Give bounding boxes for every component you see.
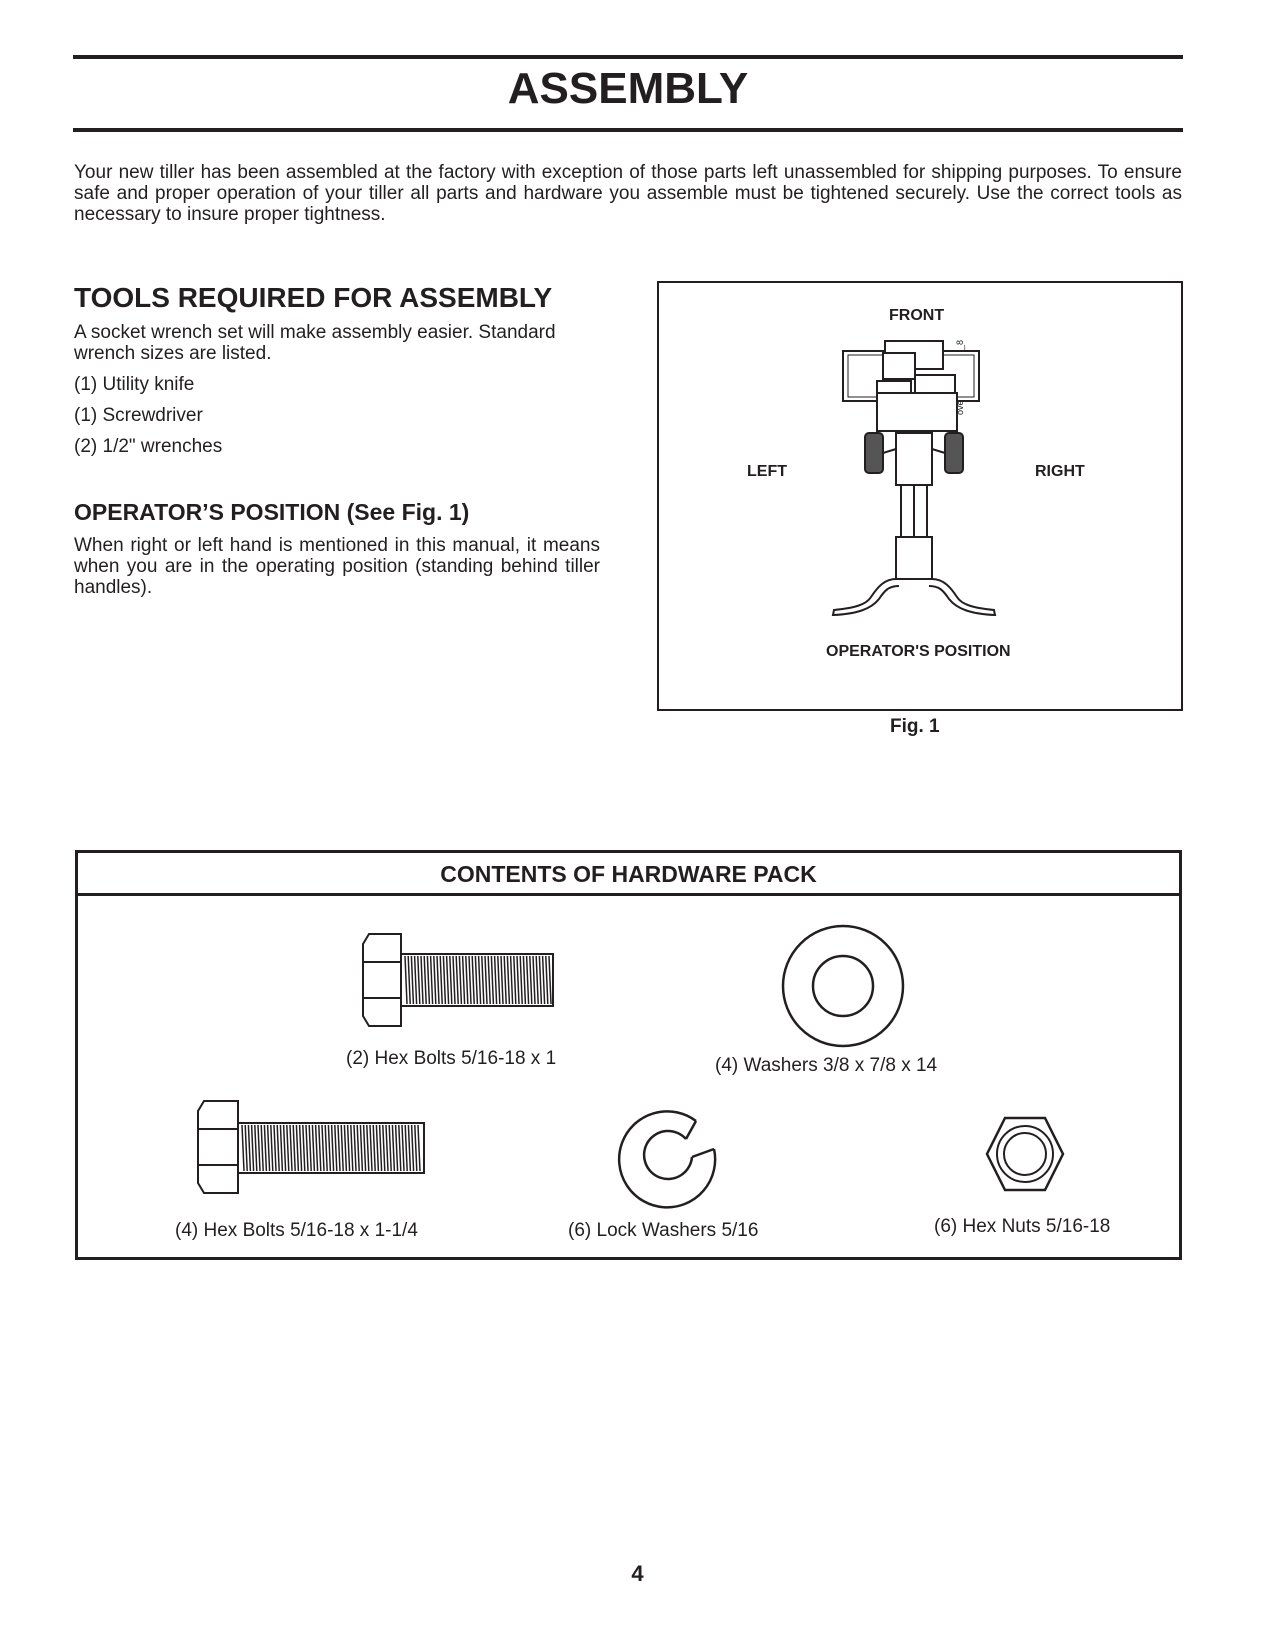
hex-bolt-long-icon bbox=[198, 1097, 438, 1197]
tool-item: (2) 1/2" wrenches bbox=[74, 436, 223, 457]
intro-paragraph: Your new tiller has been assembled at the factory with exception of those parts left unassembled for shipping purposes. To ensure safe and proper operation of your tiller all parts and hardware you assemble must be tightened securely. Use the correct tools as necessary to insure proper tightness. bbox=[74, 162, 1182, 225]
page-title: ASSEMBLY bbox=[507, 64, 749, 113]
hardware-pack-box bbox=[75, 850, 1182, 1260]
right-label: RIGHT bbox=[1035, 463, 1085, 480]
hex-nut-icon bbox=[975, 1110, 1075, 1210]
hardware-item-label: (6) Lock Washers 5/16 bbox=[568, 1220, 759, 1241]
hardware-pack-header: CONTENTS OF HARDWARE PACK bbox=[78, 853, 1179, 896]
washer-icon bbox=[778, 921, 908, 1051]
top-rule bbox=[73, 55, 1183, 59]
page-number: 4 bbox=[631, 1561, 644, 1586]
hardware-item-label: (6) Hex Nuts 5/16-18 bbox=[934, 1216, 1111, 1237]
lock-washer-icon bbox=[613, 1105, 723, 1215]
tiller-overhead-illustration bbox=[659, 283, 1185, 713]
tool-item: (1) Screwdriver bbox=[74, 405, 203, 426]
hex-bolt-short-icon bbox=[363, 930, 563, 1030]
left-label: LEFT bbox=[747, 463, 787, 480]
title-underline bbox=[73, 128, 1183, 132]
operator-text: When right or left hand is mentioned in this manual, it means when you are in the operating position (standing behind tiller handles). bbox=[74, 535, 600, 598]
tools-heading: TOOLS REQUIRED FOR ASSEMBLY bbox=[74, 282, 553, 313]
tools-text: A socket wrench set will make assembly easier. Standard wrench sizes are listed. bbox=[74, 322, 556, 364]
front-label: FRONT bbox=[889, 307, 945, 324]
hardware-item-label: (4) Washers 3/8 x 7/8 x 14 bbox=[715, 1055, 938, 1076]
operator-heading: OPERATOR’S POSITION (See Fig. 1) bbox=[74, 499, 470, 525]
operator-position-label: OPERATOR'S POSITION bbox=[826, 643, 1011, 660]
tool-item: (1) Utility knife bbox=[74, 374, 195, 395]
hardware-item-label: (2) Hex Bolts 5/16-18 x 1 bbox=[346, 1048, 557, 1069]
hardware-item-label: (4) Hex Bolts 5/16-18 x 1-1/4 bbox=[175, 1220, 418, 1241]
figure-caption: Fig. 1 bbox=[890, 716, 940, 737]
figure-1-box bbox=[657, 281, 1183, 711]
